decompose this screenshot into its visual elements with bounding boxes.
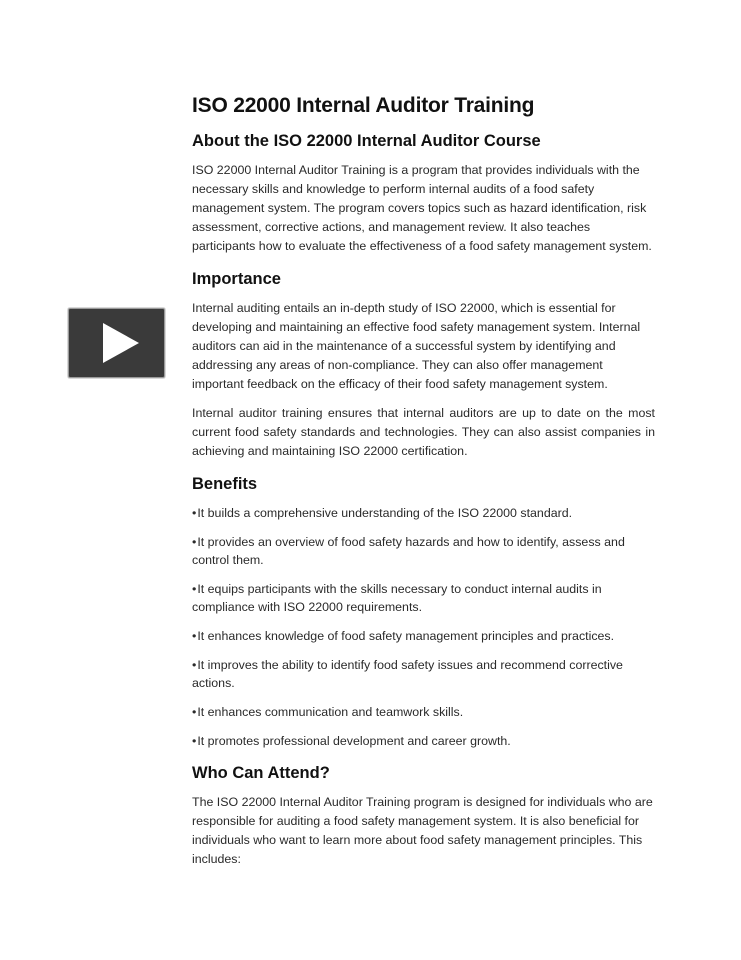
bullet-icon: • — [192, 705, 197, 719]
section-about — [192, 130, 655, 256]
document-title: ISO 22000 Internal Auditor Training — [192, 94, 535, 117]
bullet-icon: • — [192, 506, 197, 520]
benefit-item — [192, 580, 655, 616]
who-can-attend-paragraph: The ISO 22000 Internal Auditor Training program is designed for individuals who are responsible for auditing a food safety management system. It is also beneficial for individuals who want to learn more about food safety management principles. This includes: — [192, 795, 653, 866]
section-heading-who-can-attend: Who Can Attend? — [192, 764, 330, 782]
bullet-icon: • — [192, 629, 197, 643]
benefit-item — [192, 732, 655, 750]
benefit-text: It provides an overview of food safety hazards and how to identify, assess and control them. — [192, 535, 625, 567]
bullet-icon: • — [192, 582, 197, 596]
section-heading-importance: Importance — [192, 270, 281, 288]
benefit-text: It builds a comprehensive understanding of the ISO 22000 standard. — [197, 506, 573, 520]
importance-paragraph-2: Internal auditor training ensures that internal auditors are up to date on the most current food safety standards and technologies. They can also assist companies in achieving and maintaining ISO 22000 certification. — [192, 406, 655, 458]
section-heading-benefits: Benefits — [192, 475, 258, 493]
importance-paragraph-1: Internal auditing entails an in-depth study of ISO 22000, which is essential for developing and maintaining an effective food safety management system. Internal auditors can aid in the maintenance of a successful system by identifying and addressing any areas of non-compliance. They can also offer management important feedback on the efficacy of their food safety management system. — [192, 301, 641, 391]
document-body — [192, 92, 655, 879]
benefit-text: It equips participants with the skills necessary to conduct internal audits in compliance with ISO 22000 requirements. — [192, 582, 602, 614]
benefit-item — [192, 627, 655, 645]
benefit-text: It enhances communication and teamwork skills. — [197, 705, 464, 719]
benefit-item — [192, 504, 655, 522]
section-importance — [192, 268, 655, 461]
section-benefits — [192, 473, 655, 750]
benefit-text: It enhances knowledge of food safety management principles and practices. — [197, 629, 615, 643]
benefit-item — [192, 703, 655, 721]
section-heading-about: About the ISO 22000 Internal Auditor Course — [192, 132, 541, 150]
video-play-button[interactable] — [68, 308, 165, 378]
bullet-icon: • — [192, 734, 197, 748]
benefit-text: It promotes professional development and career growth. — [197, 734, 511, 748]
about-paragraph: ISO 22000 Internal Auditor Training is a program that provides individuals with the necessary skills and knowledge to perform internal audits of a food safety management system. The program covers topics such as hazard identification, risk assessment, corrective actions, and management review. It also teaches participants how to evaluate the effectiveness of a food safety management system. — [192, 163, 652, 253]
benefit-item — [192, 656, 655, 692]
bullet-icon: • — [192, 658, 197, 672]
bullet-icon: • — [192, 535, 197, 549]
benefit-item — [192, 533, 655, 569]
section-who-can-attend — [192, 762, 655, 869]
benefit-text: It improves the ability to identify food safety issues and recommend corrective actions. — [192, 658, 623, 690]
play-icon — [69, 309, 164, 377]
